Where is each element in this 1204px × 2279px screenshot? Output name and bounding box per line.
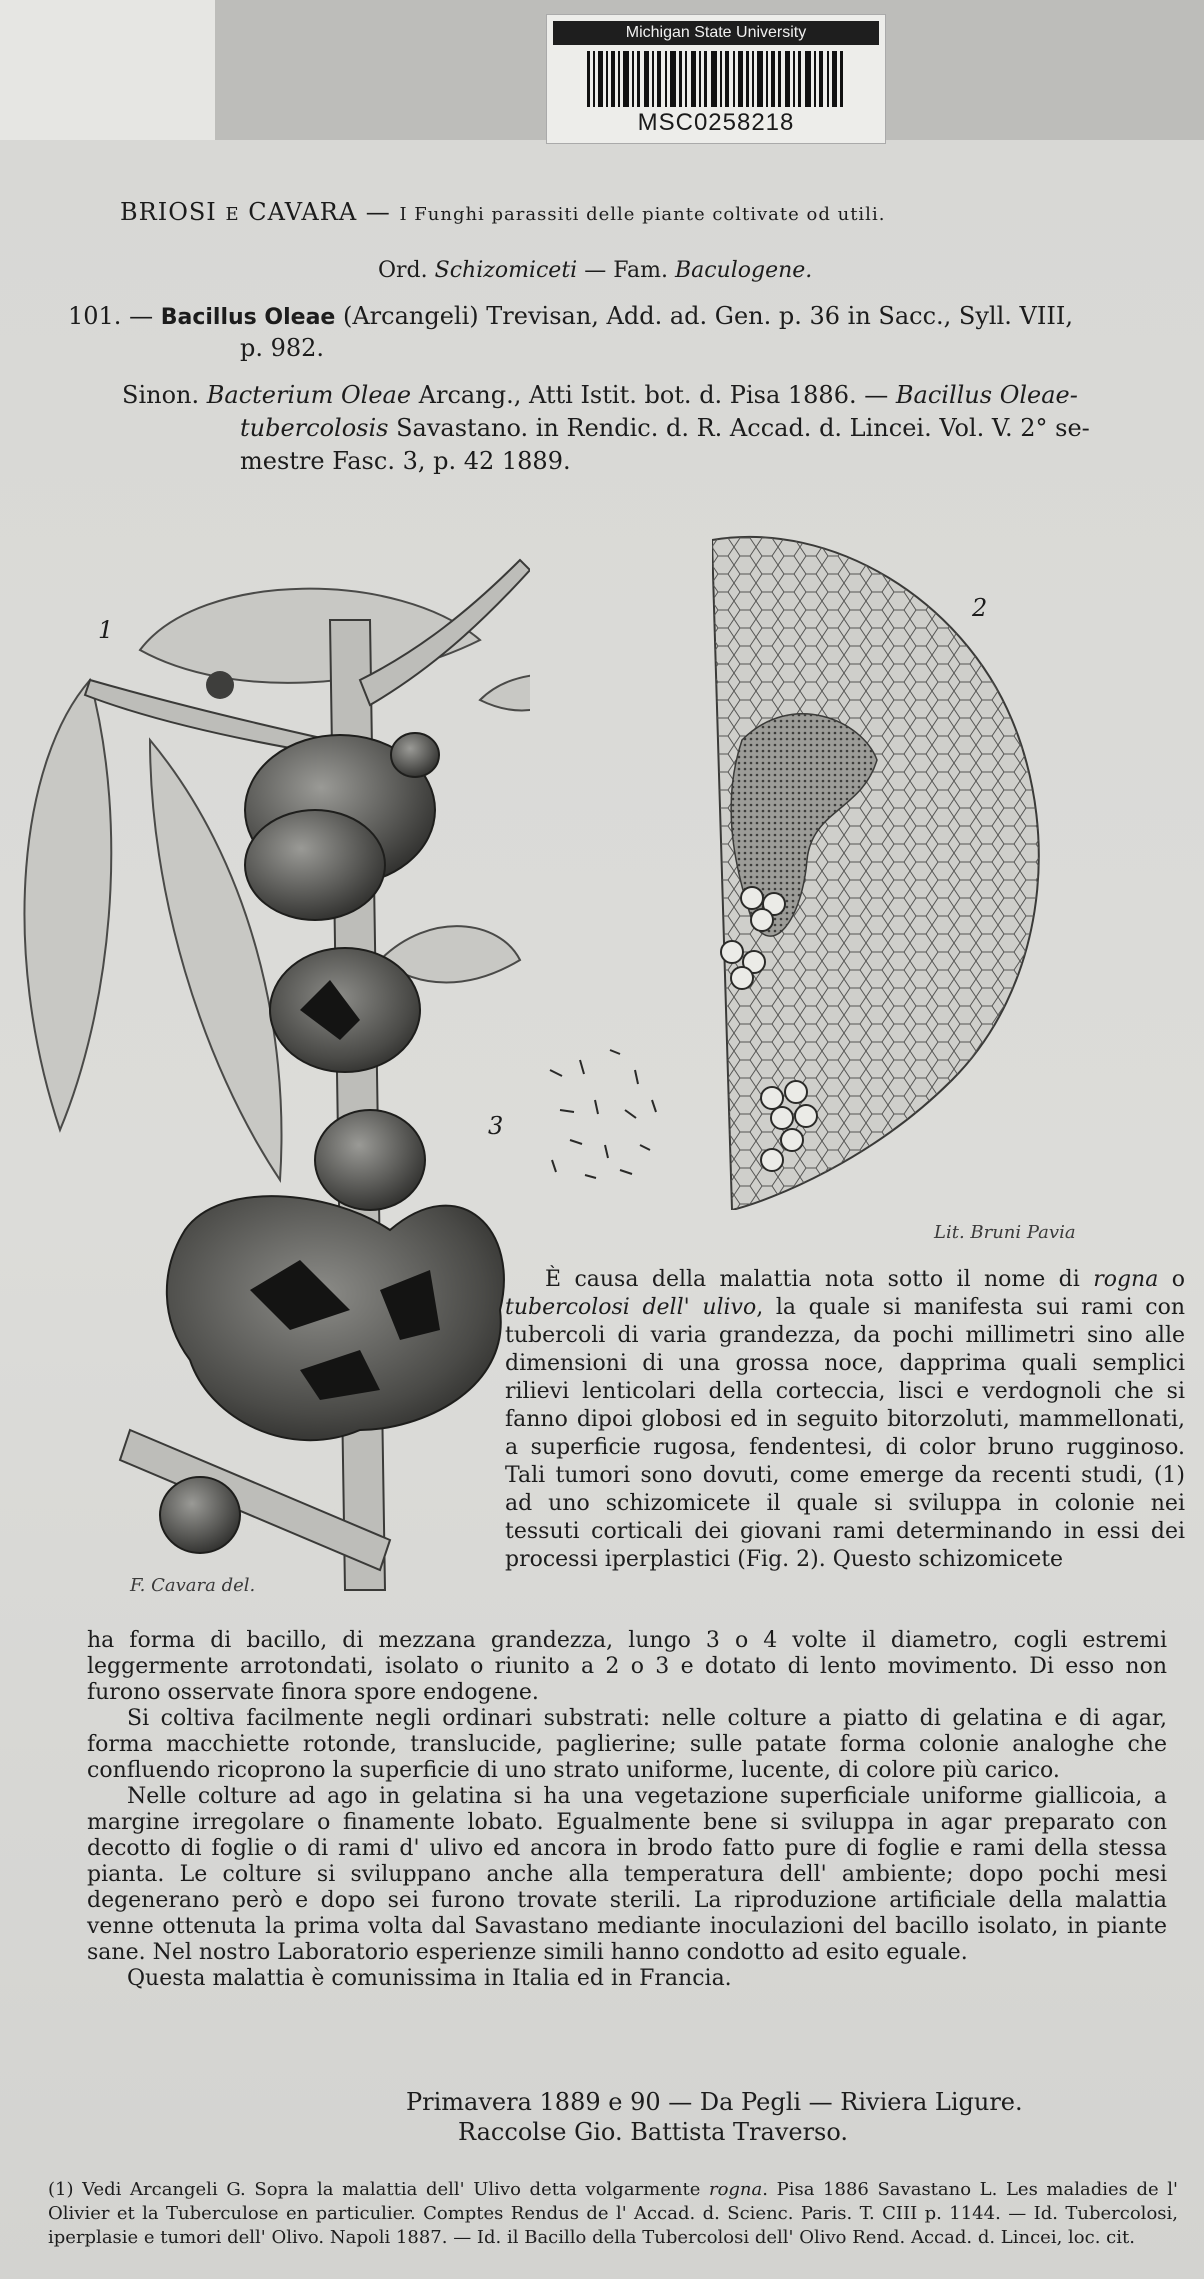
synonym-name-2a: Bacillus Oleae- xyxy=(895,381,1078,409)
figure-2-label: 2 xyxy=(972,594,988,622)
entry-number: 101. — xyxy=(68,302,154,330)
desc-text-a: È causa della malattia nota sotto il nome di xyxy=(545,1267,1094,1292)
series-heading xyxy=(120,198,885,226)
collection-locality: Primavera 1889 e 90 — Da Pegli — Riviera Ligure. xyxy=(406,2088,1023,2116)
figure-1-label: 1 xyxy=(98,616,114,644)
heading-dash: — xyxy=(365,198,391,226)
species-citation: (Arcangeli) Trevisan, Add. ad. Gen. p. 36 in Sacc., Syll. VIII, xyxy=(342,302,1073,330)
conjunction: E xyxy=(225,204,240,225)
desc-text-b: o xyxy=(1158,1267,1185,1292)
footnote-italic: rogna xyxy=(708,2179,763,2200)
order-family xyxy=(378,258,812,283)
lithographer-signature: Lit. Bruni Pavia xyxy=(934,1222,1076,1243)
synonym-citation-1: Arcang., Atti Istit. bot. d. Pisa 1886. — xyxy=(418,381,889,409)
order-name: Schizomiceti xyxy=(434,258,578,283)
barcode-icon xyxy=(587,51,845,107)
synonyms-line-3: mestre Fasc. 3, p. 42 1889. xyxy=(240,447,571,475)
description-paragraph-2: ha forma di bacillo, di mezzana grandezza, lungo 3 o 4 volte il diametro, cogli estremi leggermente arrotondati, isolato o riunito a 2 o 3 e dotato di lento movimento. Di esso non furono osservate finora spore endogene. xyxy=(87,1628,1167,1705)
desc-italic-tubercolosi: tubercolosi dell' ulivo xyxy=(505,1295,757,1320)
figure-2-tissue-section xyxy=(712,520,1072,1210)
species-name: Bacillus Oleae xyxy=(160,305,336,330)
description-column xyxy=(505,1266,1185,1574)
synonyms-line-2 xyxy=(240,414,1090,442)
figure-1-olive-branch xyxy=(0,530,530,1620)
figure-3-bacilli xyxy=(540,1040,670,1190)
family-prefix: — Fam. xyxy=(584,258,668,283)
synonym-citation-2: Savastano. in Rendic. d. R. Accad. d. Lincei. Vol. V. 2° se- xyxy=(396,414,1090,442)
figure-3-label: 3 xyxy=(488,1112,504,1140)
footnote-text-b: . Pisa 1886 Savastano L. Les maladies de l' Olivier et la Tuberculose en particulier. Comptes Rendus de l' Accad. d. Scienc. Paris. T. CIII p. 1144. — Id. Tubercolosi, iperplasie e tumori dell' Olivo. Napoli 1887. — Id. il Bacillo della Tubercolosi dell' Olivo Rend. Accad. d. Lincei, loc. cit. xyxy=(48,2179,1178,2248)
artist-signature: F. Cavara del. xyxy=(130,1575,256,1596)
barcode-label xyxy=(546,14,886,144)
barcode-number: MSC0258218 xyxy=(637,109,795,136)
species-entry xyxy=(68,302,1073,330)
series-title: I Funghi parassiti delle piante coltivate od utili. xyxy=(399,204,886,225)
species-page: p. 982. xyxy=(240,334,325,362)
desc-italic-rogna: rogna xyxy=(1093,1267,1159,1292)
bacilli-icon xyxy=(550,1050,656,1178)
barcode-institution: Michigan State University xyxy=(553,21,879,45)
desc-text-c: , la quale si manifesta sui rami con tubercoli di varia grandezza, da pochi millimetri sino alle dimensioni di una grossa noce, dapprima quali semplici rilievi lenticolari della corteccia, lisci e verdognoli che si fanno dipoi globosi ed in seguito bitorzoluti, mammellonati, a superficie rugosa, fendentesi, di color bruno rugginoso. Tali tumori sono dovuti, come emerge da recenti studi, (1) ad uno schizomicete il quale si sviluppa in colonie nei tessuti corticali dei giovani rami determinando in essi dei processi iperplastici (Fig. 2). Questo schizomicete xyxy=(505,1295,1185,1572)
author-briosi: BRIOSI xyxy=(120,198,217,226)
description-paragraph-1 xyxy=(505,1266,1185,1574)
paper-edge xyxy=(0,0,216,150)
description-full-width xyxy=(87,1628,1167,1992)
description-paragraph-4: Nelle colture ad ago in gelatina si ha una vegetazione superficiale uniforme giallicoia, a margine irregolare o finamente lobato. Egualmente bene si sviluppa in agar preparato con decotto di foglie o di rami d' ulivo ed ancora in brodo fatto pure di foglie e rami della stessa pianta. Le colture si sviluppano anche alla temperatura dell' ambiente; dopo pochi mesi degenerano però e dopo sei furono trovate sterili. La riproduzione artificiale della malattia venne ottenuta la prima volta dal Savastano mediante inoculazioni del bacillo isolato, in piante sane. Nel nostro Laboratorio esperienze simili hanno condotto ad esito eguale. xyxy=(87,1784,1167,1965)
order-prefix: Ord. xyxy=(378,258,428,283)
synonym-name-2b: tubercolosis xyxy=(240,414,389,442)
synonyms-line-1 xyxy=(122,381,1078,409)
synonym-prefix: Sinon. xyxy=(122,381,200,409)
family-name: Baculogene. xyxy=(674,258,813,283)
description-paragraph-5: Questa malattia è comunissima in Italia ed in Francia. xyxy=(127,1966,732,1991)
synonym-name-1: Bacterium Oleae xyxy=(206,381,412,409)
description-paragraph-3: Si coltiva facilmente negli ordinari substrati: nelle colture a piatto di gelatina e di agar, forma macchiette rotonde, translucide, paglierine; sulle patate forma colonie analoghe che confluendo ricoprono la superficie di uno strato uniforme, lucente, di colore più carico. xyxy=(87,1706,1167,1783)
footnote-text-a: (1) Vedi Arcangeli G. Sopra la malattia dell' Ulivo detta volgarmente xyxy=(48,2179,709,2200)
footnote xyxy=(48,2178,1178,2250)
collector: Raccolse Gio. Battista Traverso. xyxy=(458,2118,849,2146)
author-cavara: CAVARA xyxy=(248,198,358,226)
